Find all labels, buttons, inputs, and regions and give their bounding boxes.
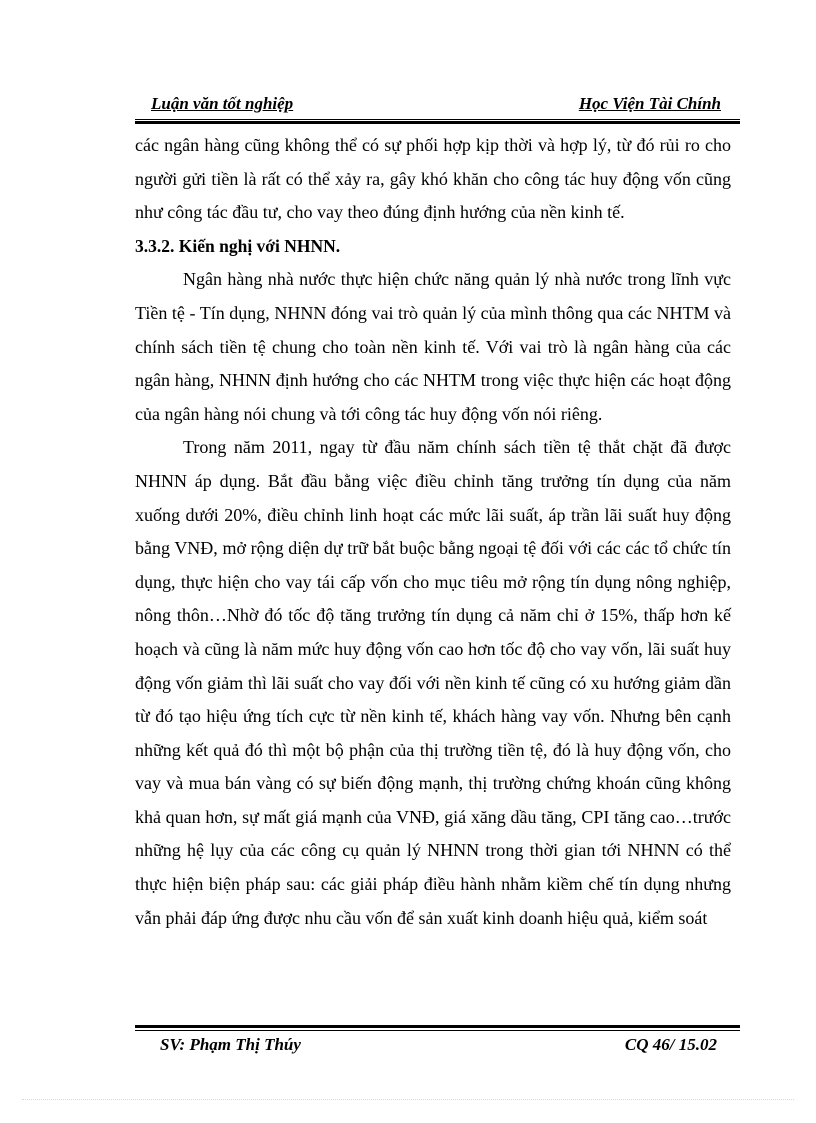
section-heading: 3.3.2. Kiến nghị với NHNN.: [135, 235, 341, 256]
header-thesis-title: Luận văn tốt nghiệp: [151, 94, 294, 113]
page-body: [135, 129, 731, 935]
footer-rule-thin: [135, 1030, 740, 1031]
page-footer: [135, 1034, 740, 1058]
header-rule-thick: [135, 121, 740, 124]
page-header: [135, 93, 740, 119]
header-rule-thin: [135, 119, 740, 120]
footer-student-name: SV: Phạm Thị Thúy: [160, 1035, 301, 1054]
body-paragraph-2: Trong năm 2011, ngay từ đầu năm chính sách tiền tệ thắt chặt đã được NHNN áp dụng. Bắt đầu bằng việc điều chỉnh tăng trưởng tín dụng của năm xuống dưới 20%, điều chỉnh linh hoạt các mức lãi suất, áp trần lãi suất huy động bằng VNĐ, mở rộng diện dự trữ bắt buộc bằng ngoại tệ đối với các các tổ chức tín dụng, thực hiện cho vay tái cấp vốn cho mục tiêu mở rộng tín dụng nông nghiệp, nông thôn…Nhờ đó tốc độ tăng trưởng tín dụng cả năm chỉ ở 15%, thấp hơn kế hoạch và cũng là năm mức huy động vốn cao hơn tốc độ cho vay vốn, lãi suất huy động vốn giảm thì lãi suất cho vay đối với nền kinh tế cũng có xu hướng giảm dần từ đó tạo hiệu ứng tích cực từ nền kinh tế, khách hàng vay vốn. Nhưng bên cạnh những kết quả đó thì một bộ phận của thị trường tiền tệ, đó là huy động vốn, cho vay và mua bán vàng có sự biến động mạnh, thị trường chứng khoán cũng không khả quan hơn, sự mất giá mạnh của VNĐ, giá xăng dầu tăng, CPI tăng cao…trước những hệ lụy của các công cụ quản lý NHNN trong thời gian tới NHNN có thể thực hiện biện pháp sau: các giải pháp điều hành nhằm kiềm chế tín dụng nhưng vẫn phải đáp ứng được nhu cầu vốn để sản xuất kinh doanh hiệu quả, kiểm soát: [135, 437, 731, 928]
footer-rule-thick: [135, 1025, 740, 1028]
page-bottom-edge: [22, 1099, 794, 1100]
continuation-paragraph: các ngân hàng cũng không thể có sự phối hợp kịp thời và hợp lý, từ đó rủi ro cho người gửi tiền là rất có thể xảy ra, gây khó khăn cho công tác huy động vốn cũng như công tác đầu tư, cho vay theo đúng định hướng của nền kinh tế.: [135, 135, 731, 223]
body-paragraph-1: Ngân hàng nhà nước thực hiện chức năng quản lý nhà nước trong lĩnh vực Tiền tệ - Tín dụng, NHNN đóng vai trò quản lý của mình thông qua các NHTM và chính sách tiền tệ chung cho toàn nền kinh tế. Với vai trò là ngân hàng của các ngân hàng, NHNN định hướng cho các NHTM trong việc thực hiện các hoạt động của ngân hàng nói chung và tới công tác huy động vốn nói riêng.: [135, 269, 731, 424]
header-institution: Học Viện Tài Chính: [578, 94, 721, 113]
footer-class-code: CQ 46/ 15.02: [624, 1035, 717, 1054]
